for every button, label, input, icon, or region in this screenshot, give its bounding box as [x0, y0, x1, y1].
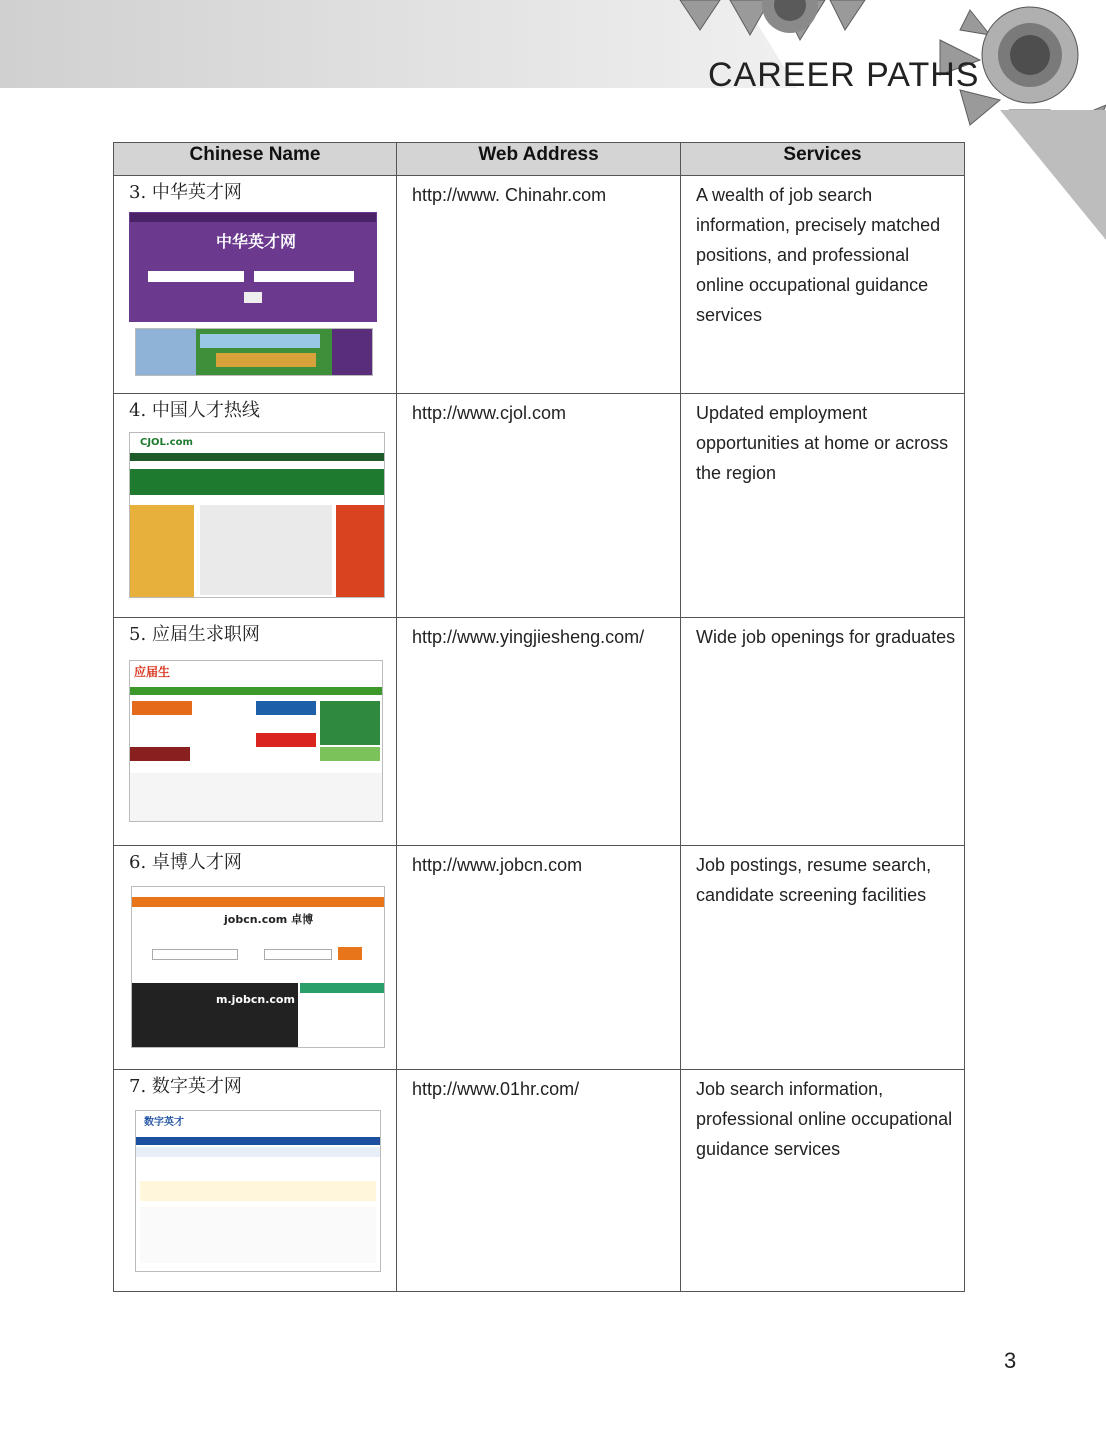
column-header-chinese-name: Chinese Name [114, 143, 397, 176]
corner-triangle [1000, 110, 1106, 240]
name-cell [114, 618, 397, 846]
chinahr-screenshot [129, 212, 377, 322]
cjol-screenshot [129, 432, 385, 598]
table-row [114, 618, 965, 846]
name-cell [114, 394, 397, 618]
table-row [114, 394, 965, 618]
jobcn-screenshot [131, 886, 385, 1048]
name-cell [114, 1070, 397, 1292]
section-title: CAREER PATHS [708, 56, 980, 94]
site-name: 4. 中国人才热线 [129, 400, 260, 421]
cjol-logo: CJOL.com [140, 437, 193, 448]
01hr-logo: 数字英才 [144, 1117, 184, 1128]
table-row [114, 176, 965, 394]
page-number: 3 [1004, 1348, 1017, 1373]
url-cell[interactable]: http://www.01hr.com/ [397, 1070, 681, 1292]
url-cell[interactable]: http://www.yingjiesheng.com/ [397, 618, 681, 846]
services-cell: Wide job openings for graduates [681, 618, 965, 846]
site-name: 3. 中华英才网 [129, 182, 242, 203]
table-row [114, 846, 965, 1070]
services-cell: A wealth of job search information, precisely matched positions, and professional online occupational guidance services [681, 176, 965, 394]
yingjiesheng-screenshot [129, 660, 383, 822]
career-sites-table [113, 142, 965, 1292]
site-name: 7. 数字英才网 [129, 1076, 242, 1097]
services-cell: Updated employment opportunities at home or across the region [681, 394, 965, 618]
url-cell[interactable]: http://www. Chinahr.com [397, 176, 681, 394]
chinahr-banner [135, 328, 373, 376]
jobcn-logo: jobcn.com 卓博 [224, 913, 314, 926]
chinahr-logo: 中华英才网 [216, 232, 297, 251]
services-cell: Job postings, resume search, candidate screening facilities [681, 846, 965, 1070]
site-name: 5. 应届生求职网 [129, 624, 260, 645]
name-cell [114, 846, 397, 1070]
url-cell[interactable]: http://www.jobcn.com [397, 846, 681, 1070]
column-header-services: Services [681, 143, 965, 176]
yingjiesheng-logo: 应届生 [134, 665, 171, 679]
site-name: 6. 卓博人才网 [129, 852, 242, 873]
column-header-web-address: Web Address [397, 143, 681, 176]
01hr-screenshot [135, 1110, 381, 1272]
jobcn-promo: m.jobcn.com [216, 993, 295, 1006]
table-row [114, 1070, 965, 1292]
name-cell [114, 176, 397, 394]
table-header-row [114, 143, 965, 176]
services-cell: Job search information, professional online occupational guidance services [681, 1070, 965, 1292]
url-cell[interactable]: http://www.cjol.com [397, 394, 681, 618]
